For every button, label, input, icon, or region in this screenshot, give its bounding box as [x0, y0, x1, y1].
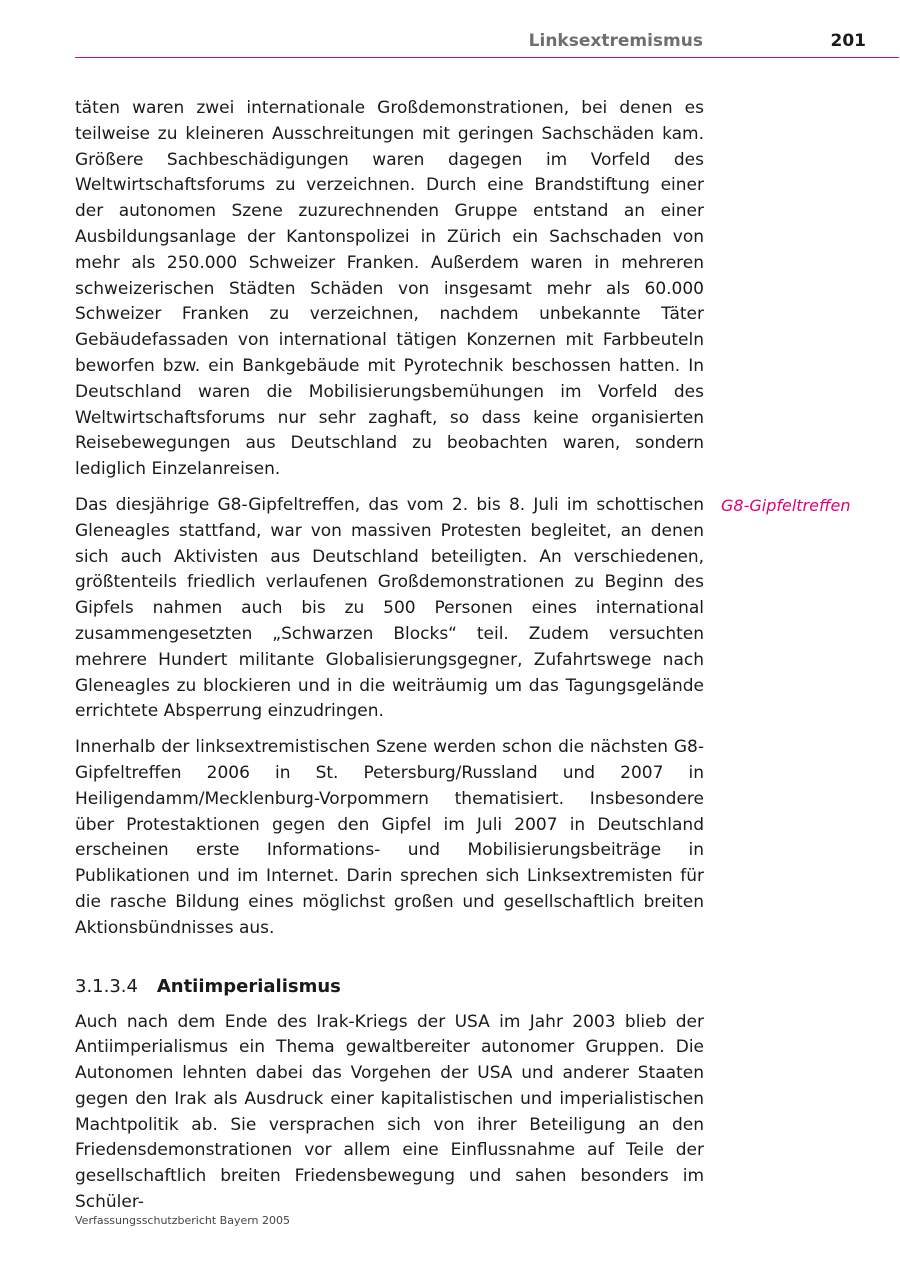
paragraph-g8-gleneagles: Das diesjährige G8-Gipfeltreffen, das vom 2. bis 8. Juli im schottischen Gleneagles stattfand, war von massiven Protesten begleitet, an denen sich auch Aktivisten aus Deutschland beteiligten. An verschiedenen, größtenteils friedlich verlaufenen Großdemonstrationen zu Beginn des Gipfels nahmen auch bis zu 500 Personen eines international zusammengesetzten „Schwarzen Blocks“ teil. Zudem versuchten mehrere Hundert militante Globalisierungsgegner, Zufahrtswege nach Gleneagles zu blockieren und in die weiträumig um das Tagungsgelände errichtete Absperrung einzudringen. [75, 494, 704, 722]
margin-note-g8: G8-Gipfeltreffen [721, 495, 851, 515]
section-heading-spacer [144, 976, 150, 997]
main-text-column [75, 96, 851, 1226]
section-number: 3.1.3.4 [75, 975, 138, 997]
page-number: 201 [830, 31, 866, 51]
paragraph-antiimperialismus: Auch nach dem Ende des Irak-Kriegs der USA im Jahr 2003 blieb der Antiimperialismus ein Thema gewaltbereiter autonomer Gruppen. Die Autonomen lehnten dabei das Vorgehen der USA und anderer Staaten gegen den Irak als Ausdruck einer kapitalistischen und imperialistischen Machtpolitik ab. Sie versprachen sich von ihrer Beteiligung an den Friedensdemonstrationen vor allem eine Einflussnahme auf Teile der gesellschaftlich breiten Friedensbewegung und sahen besonders im Schüler- [75, 1011, 704, 1213]
section-title: Antiimperialismus [156, 975, 341, 997]
paragraph-davos-summary: täten waren zwei internationale Großdemonstrationen, bei denen es teilweise zu kleineren Ausschreitungen mit geringen Sachschäden kam. Größere Sachbeschädigungen waren dagegen im Vorfeld des Weltwirtschaftsforums zu verzeichnen. Durch eine Brandstiftung einer der autonomen Szene zuzurechnenden Gruppe entstand an einer Ausbildungsanlage der Kantonspolizei in Zürich ein Sachschaden von mehr als 250.000 Schweizer Franken. Außerdem waren in mehreren schweizerischen Städten Schäden von insgesamt mehr als 60.000 Schweizer Franken zu verzeichnen, nachdem unbekannte Täter Gebäudefassaden von international tätigen Konzernen mit Farbbeuteln beworfen bzw. ein Bankgebäude mit Pyrotechnik beschossen hatten. In Deutschland waren die Mobilisierungsbemühungen im Vorfeld des Weltwirtschaftsforums nur sehr zaghaft, so dass keine organisierten Reisebewegungen aus Deutschland zu beobachten waren, sondern lediglich Einzelanreisen. [75, 98, 704, 480]
running-header-title: Linksextremismus [528, 31, 703, 51]
paragraph-block-g8 [75, 493, 851, 725]
paragraph-g8-upcoming: Innerhalb der linksextremistischen Szene werden schon die nächsten G8-Gipfeltreffen 2006 in St. Petersburg/Russland und 2007 in Heiligendamm/Mecklenburg-Vorpommern thematisiert. Insbesondere über Protestaktionen gegen den Gipfel im Juli 2007 in Deutschland erscheinen erste Informations- und Mobilisierungsbeiträge in Publikationen und im Internet. Darin sprechen sich Linksextremisten für die rasche Bildung eines möglichst großen und gesellschaftlich breiten Aktionsbündnisses aus. [75, 737, 704, 938]
header-rule [75, 57, 899, 58]
page-footer: Verfassungsschutzbericht Bayern 2005 [75, 1214, 291, 1227]
section-heading [75, 974, 704, 1000]
